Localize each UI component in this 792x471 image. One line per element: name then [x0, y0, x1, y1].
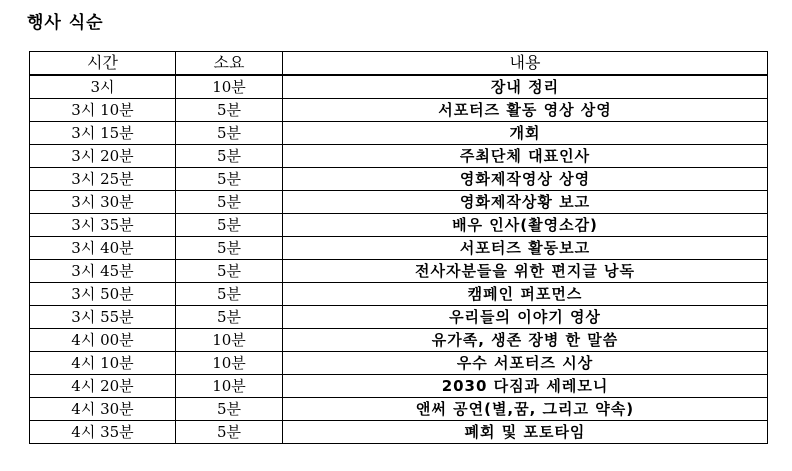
cell-content: 우수 서포터즈 시상 [283, 352, 768, 375]
cell-duration: 5분 [176, 168, 283, 191]
table-row [30, 306, 768, 329]
event-schedule-table [29, 51, 768, 444]
cell-time: 3시 [30, 75, 176, 99]
cell-content: 앤써 공연(별,꿈, 그리고 약속) [283, 398, 768, 421]
cell-duration: 5분 [176, 283, 283, 306]
cell-time: 3시 20분 [30, 145, 176, 168]
cell-duration: 5분 [176, 306, 283, 329]
table-row [30, 75, 768, 99]
cell-content: 서포터즈 활동보고 [283, 237, 768, 260]
cell-content: 배우 인사(촬영소감) [283, 214, 768, 237]
cell-duration: 5분 [176, 260, 283, 283]
header-content: 내용 [283, 52, 768, 76]
cell-content: 유가족, 생존 장병 한 말씀 [283, 329, 768, 352]
cell-duration: 5분 [176, 99, 283, 122]
table-row [30, 122, 768, 145]
cell-time: 4시 30분 [30, 398, 176, 421]
cell-content: 주최단체 대표인사 [283, 145, 768, 168]
table-row [30, 214, 768, 237]
table-row [30, 375, 768, 398]
table-row [30, 283, 768, 306]
cell-duration: 5분 [176, 122, 283, 145]
header-time: 시간 [30, 52, 176, 76]
cell-time: 4시 35분 [30, 421, 176, 444]
cell-duration: 10분 [176, 375, 283, 398]
table-row [30, 99, 768, 122]
cell-content: 전사자분들을 위한 편지글 낭독 [283, 260, 768, 283]
table-row [30, 329, 768, 352]
table-row [30, 421, 768, 444]
cell-time: 3시 15분 [30, 122, 176, 145]
header-duration: 소요 [176, 52, 283, 76]
table-header-row [30, 52, 768, 76]
table-row [30, 191, 768, 214]
cell-content: 영화제작영상 상영 [283, 168, 768, 191]
table-row [30, 168, 768, 191]
cell-time: 3시 40분 [30, 237, 176, 260]
cell-duration: 5분 [176, 191, 283, 214]
table-row [30, 352, 768, 375]
cell-duration: 5분 [176, 145, 283, 168]
cell-duration: 5분 [176, 398, 283, 421]
document-title: 행사 식순 [27, 13, 104, 33]
table-row [30, 260, 768, 283]
table-row [30, 145, 768, 168]
cell-time: 3시 30분 [30, 191, 176, 214]
cell-content: 영화제작상황 보고 [283, 191, 768, 214]
cell-time: 4시 00분 [30, 329, 176, 352]
cell-time: 3시 50분 [30, 283, 176, 306]
cell-duration: 5분 [176, 421, 283, 444]
cell-content: 캠페인 퍼포먼스 [283, 283, 768, 306]
cell-content: 우리들의 이야기 영상 [283, 306, 768, 329]
cell-duration: 10분 [176, 75, 283, 99]
cell-duration: 10분 [176, 329, 283, 352]
cell-content: 폐회 및 포토타임 [283, 421, 768, 444]
cell-content: 서포터즈 활동 영상 상영 [283, 99, 768, 122]
cell-duration: 5분 [176, 237, 283, 260]
cell-time: 3시 25분 [30, 168, 176, 191]
table-row [30, 398, 768, 421]
cell-duration: 10분 [176, 352, 283, 375]
cell-duration: 5분 [176, 214, 283, 237]
cell-time: 3시 10분 [30, 99, 176, 122]
cell-time: 3시 55분 [30, 306, 176, 329]
cell-time: 4시 20분 [30, 375, 176, 398]
cell-time: 3시 45분 [30, 260, 176, 283]
cell-content: 장내 정리 [283, 75, 768, 99]
cell-time: 3시 35분 [30, 214, 176, 237]
cell-content: 2030 다짐과 세레모니 [283, 375, 768, 398]
table-row [30, 237, 768, 260]
cell-content: 개회 [283, 122, 768, 145]
cell-time: 4시 10분 [30, 352, 176, 375]
